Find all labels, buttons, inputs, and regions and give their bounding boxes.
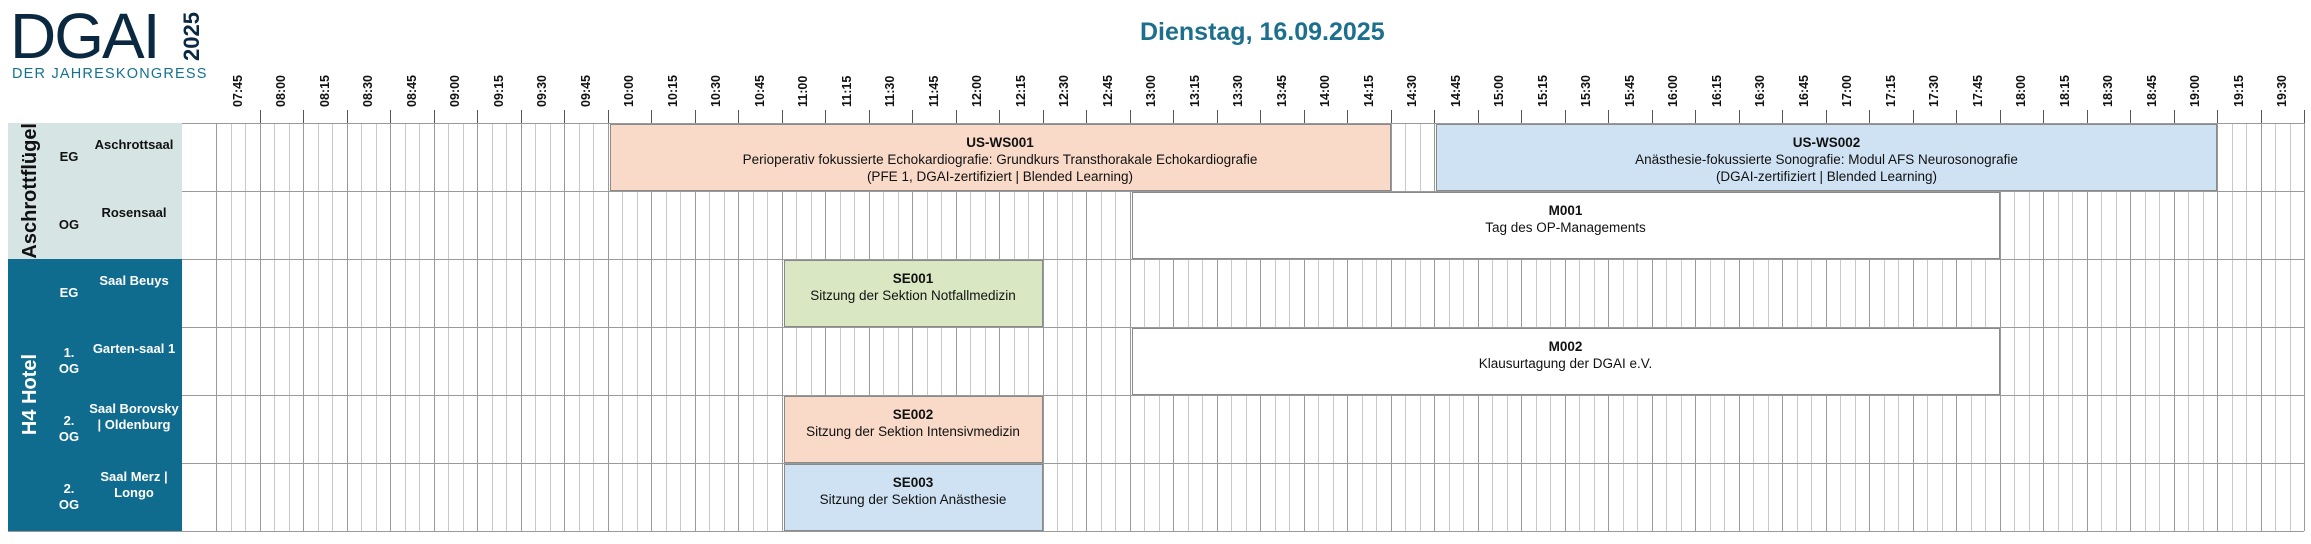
time-tick: [1347, 110, 1348, 123]
time-tick: [2130, 110, 2131, 123]
room-label: Aschrottsaal: [86, 123, 182, 191]
time-tick: [869, 110, 870, 123]
time-label: 09:00: [448, 75, 463, 107]
time-label: 08:00: [274, 75, 289, 107]
event-block[interactable]: [1132, 192, 2000, 259]
room-label: Saal Merz | Longo: [86, 463, 182, 531]
time-tick: [1478, 110, 1479, 123]
event-code: SE001: [892, 271, 934, 286]
floor-label: EG: [52, 123, 86, 191]
time-label: 13:00: [1144, 75, 1159, 107]
event-code: SE002: [892, 407, 934, 422]
time-tick: [1782, 110, 1783, 123]
time-tick: [521, 110, 522, 123]
logo-subtitle: DER JAHRESKONGRESS: [12, 66, 208, 82]
event-block[interactable]: [1436, 124, 2217, 191]
time-tick: [2261, 110, 2262, 123]
time-label: 08:45: [404, 75, 419, 107]
time-label: 12:30: [1057, 75, 1072, 107]
room-label: Garten-saal 1: [86, 327, 182, 395]
time-tick: [1217, 110, 1218, 123]
time-label: 17:15: [1883, 75, 1898, 107]
time-label: 10:45: [752, 75, 767, 107]
time-label: 14:15: [1361, 75, 1376, 107]
time-label: 13:45: [1274, 75, 1289, 107]
page-title: Dienstag, 16.09.2025: [1140, 18, 1385, 46]
time-tick: [1086, 110, 1087, 123]
time-tick: [738, 110, 739, 123]
event-description: Klausurtagung der DGAI e.V.: [1478, 356, 1653, 371]
time-tick: [303, 110, 304, 123]
time-label: 19:15: [2231, 75, 2246, 107]
time-label: 13:15: [1187, 75, 1202, 107]
time-label: 07:45: [230, 75, 245, 107]
time-label: 16:45: [1796, 75, 1811, 107]
time-label: 11:30: [883, 75, 898, 107]
time-label: 15:15: [1535, 75, 1550, 107]
time-label: 18:15: [2057, 75, 2072, 107]
floor-label: 2. OG: [52, 395, 86, 463]
time-label: 09:30: [535, 75, 550, 107]
time-tick: [2043, 110, 2044, 123]
grid-line: [2304, 123, 2305, 531]
event-description: Tag des OP-Managements: [1485, 220, 1646, 235]
time-label: 18:30: [2101, 75, 2116, 107]
event-code: M001: [1548, 203, 1583, 218]
time-tick: [2217, 110, 2218, 123]
time-tick: [608, 110, 609, 123]
time-tick: [2087, 110, 2088, 123]
time-tick: [782, 110, 783, 123]
event-description: Perioperativ fokussierte Echokardiografie: Grundkurs Transthorakale Echokardiografie: [742, 152, 1258, 167]
time-label: 19:00: [2188, 75, 2203, 107]
time-tick: [695, 110, 696, 123]
time-label: 17:45: [1970, 75, 1985, 107]
time-label: 11:45: [926, 75, 941, 107]
time-tick: [825, 110, 826, 123]
time-label: 19:30: [2275, 75, 2290, 107]
time-label: 17:00: [1840, 75, 1855, 107]
time-tick: [1304, 110, 1305, 123]
row-line: [8, 531, 2304, 532]
time-label: 09:45: [578, 75, 593, 107]
building-label: [8, 259, 52, 531]
time-tick: [477, 110, 478, 123]
time-label: 09:15: [491, 75, 506, 107]
time-label: 16:30: [1753, 75, 1768, 107]
event-block[interactable]: [784, 396, 1043, 463]
time-tick: [434, 110, 435, 123]
logo-wordmark: DGAI: [10, 0, 159, 72]
event-block[interactable]: [784, 260, 1043, 327]
event-description: Sitzung der Sektion Notfallmedizin: [810, 288, 1016, 303]
time-tick: [1869, 110, 1870, 123]
room-label: Rosensaal: [86, 191, 182, 259]
event-description: Sitzung der Sektion Intensivmedizin: [806, 424, 1020, 439]
time-label: 10:30: [709, 75, 724, 107]
time-label: 14:45: [1448, 75, 1463, 107]
time-tick: [1521, 110, 1522, 123]
time-label: 11:15: [839, 75, 854, 107]
time-tick: [1391, 110, 1392, 123]
time-tick: [912, 110, 913, 123]
time-tick: [1260, 110, 1261, 123]
time-tick: [1608, 110, 1609, 123]
event-description: Sitzung der Sektion Anästhesie: [819, 492, 1007, 507]
logo-year: 2025: [179, 12, 204, 62]
room-label: Saal Borovsky | Oldenburg: [86, 395, 182, 463]
building-name: Aschrottflügel: [18, 123, 41, 259]
event-block[interactable]: [1132, 328, 2000, 395]
time-tick: [1130, 110, 1131, 123]
event-description: (PFE 1, DGAI-zertifiziert | Blended Learning): [866, 169, 1134, 184]
time-tick: [1695, 110, 1696, 123]
time-label: 13:30: [1231, 75, 1246, 107]
time-label: 15:00: [1492, 75, 1507, 107]
floor-label: OG: [52, 191, 86, 259]
floor-label: 1. OG: [52, 327, 86, 395]
row-line: [8, 395, 2304, 396]
time-label: 08:30: [361, 75, 376, 107]
event-code: SE003: [892, 475, 934, 490]
time-tick: [2000, 110, 2001, 123]
event-description: (DGAI-zertifiziert | Blended Learning): [1715, 169, 1938, 184]
time-tick: [1173, 110, 1174, 123]
time-label: 16:15: [1709, 75, 1724, 107]
event-block[interactable]: [784, 464, 1043, 531]
time-label: 16:00: [1666, 75, 1681, 107]
time-label: 11:00: [796, 75, 811, 107]
time-tick: [1652, 110, 1653, 123]
event-description: Anästhesie-fokussierte Sonografie: Modul AFS Neurosonografie: [1635, 152, 2018, 167]
time-tick: [1956, 110, 1957, 123]
time-label: 15:45: [1622, 75, 1637, 107]
row-line: [8, 259, 2304, 260]
time-label: 12:00: [970, 75, 985, 107]
time-tick: [651, 110, 652, 123]
time-tick: [1913, 110, 1914, 123]
event-code: US-WS002: [1792, 135, 1861, 150]
floor-label: EG: [52, 259, 86, 327]
time-label: 10:15: [665, 75, 680, 107]
time-label: 17:30: [1927, 75, 1942, 107]
time-tick: [390, 110, 391, 123]
time-tick: [1739, 110, 1740, 123]
building-name: H4 Hotel: [18, 354, 41, 436]
time-label: 14:00: [1318, 75, 1333, 107]
time-tick: [1434, 110, 1435, 123]
event-code: M002: [1548, 339, 1583, 354]
time-label: 12:45: [1100, 75, 1115, 107]
time-tick: [956, 110, 957, 123]
room-label: Saal Beuys: [86, 259, 182, 327]
time-label: 08:15: [317, 75, 332, 107]
row-line: [8, 463, 2304, 464]
time-label: 12:15: [1013, 75, 1028, 107]
floor-label: 2. OG: [52, 463, 86, 531]
event-block[interactable]: [610, 124, 1391, 191]
time-label: 14:30: [1405, 75, 1420, 107]
time-tick: [2304, 110, 2305, 123]
time-label: 18:45: [2144, 75, 2159, 107]
time-label: 18:00: [2014, 75, 2029, 107]
building-label: [8, 123, 52, 259]
time-tick: [1565, 110, 1566, 123]
time-tick: [564, 110, 565, 123]
time-tick: [347, 110, 348, 123]
time-label: 15:30: [1579, 75, 1594, 107]
event-code: US-WS001: [966, 135, 1034, 150]
time-tick: [1043, 110, 1044, 123]
time-label: 10:00: [622, 75, 637, 107]
time-tick: [999, 110, 1000, 123]
time-tick: [2174, 110, 2175, 123]
time-tick: [1826, 110, 1827, 123]
time-tick: [260, 110, 261, 123]
